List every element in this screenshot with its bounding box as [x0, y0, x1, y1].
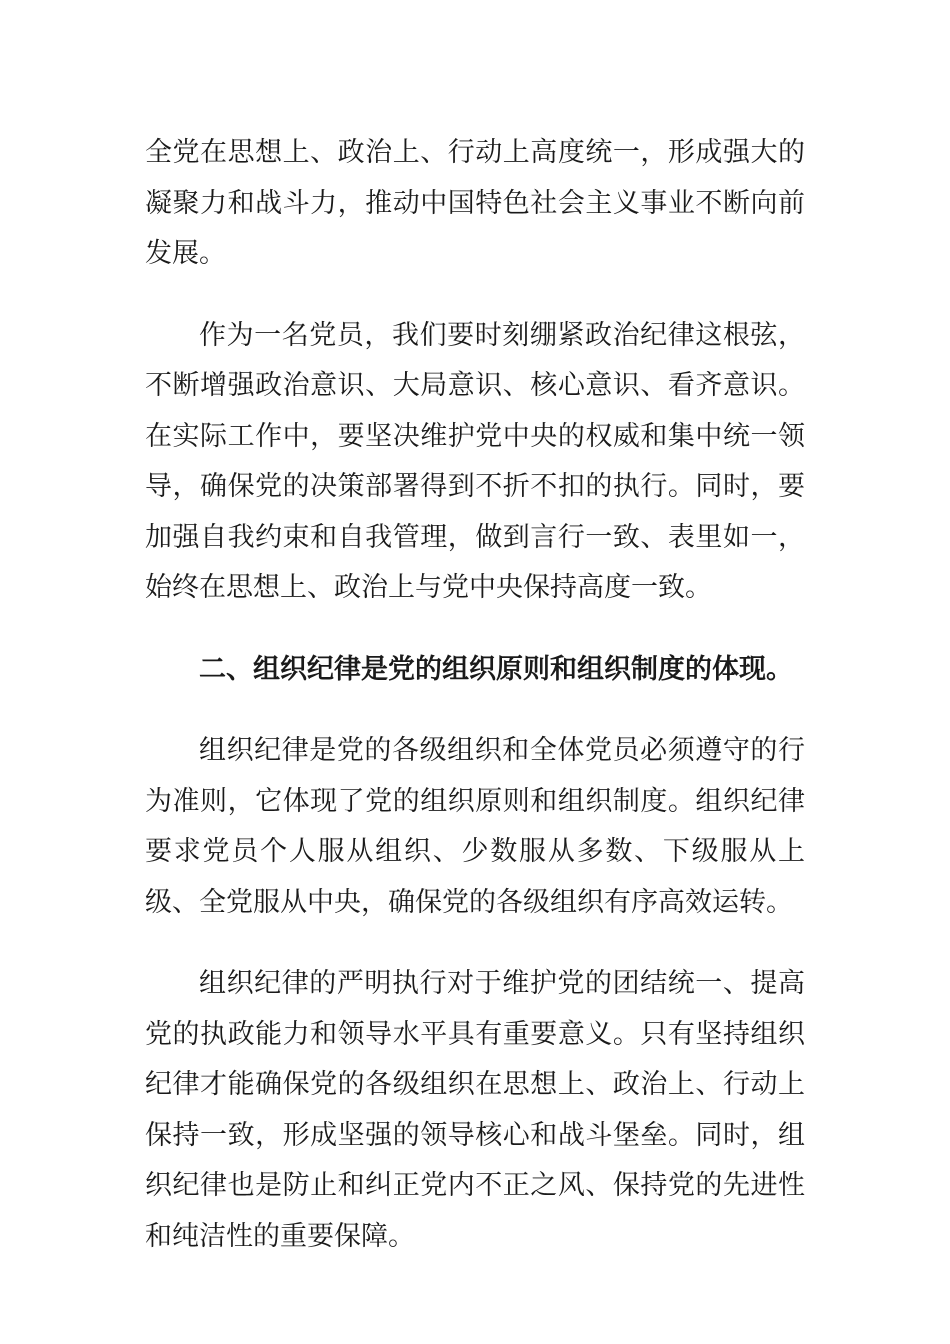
document-body	[145, 128, 805, 1293]
paragraph-organizational-discipline-definition: 组织纪律是党的各级组织和全体党员必须遵守的行为准则，它体现了党的组织原则和组织制度。组织纪律要求党员个人服从组织、少数服从多数、下级服从上级、全党服从中央，确保党的各级组织有序高效运转。	[145, 735, 805, 918]
paragraph-continuation: 全党在思想上、政治上、行动上高度统一，形成强大的凝聚力和战斗力，推动中国特色社会主义事业不断向前发展。	[145, 137, 805, 269]
paragraph-organizational-discipline-importance: 组织纪律的严明执行对于维护党的团结统一、提高党的执政能力和领导水平具有重要意义。只有坚持组织纪律才能确保党的各级组织在思想上、政治上、行动上保持一致，形成坚强的领导核心和战斗堡垒。同时，组织纪律也是防止和纠正党内不正之风、保持党的先进性和纯洁性的重要保障。	[145, 968, 805, 1252]
section-heading-organizational-discipline: 二、组织纪律是党的组织原则和组织制度的体现。	[199, 653, 793, 685]
paragraph-political-discipline: 作为一名党员，我们要时刻绷紧政治纪律这根弦，不断增强政治意识、大局意识、核心意识、看齐意识。在实际工作中，要坚决维护党中央的权威和集中统一领导，确保党的决策部署得到不折不扣的执行。同时，要加强自我约束和自我管理，做到言行一致、表里如一，始终在思想上、政治上与党中央保持高度一致。	[145, 319, 805, 603]
